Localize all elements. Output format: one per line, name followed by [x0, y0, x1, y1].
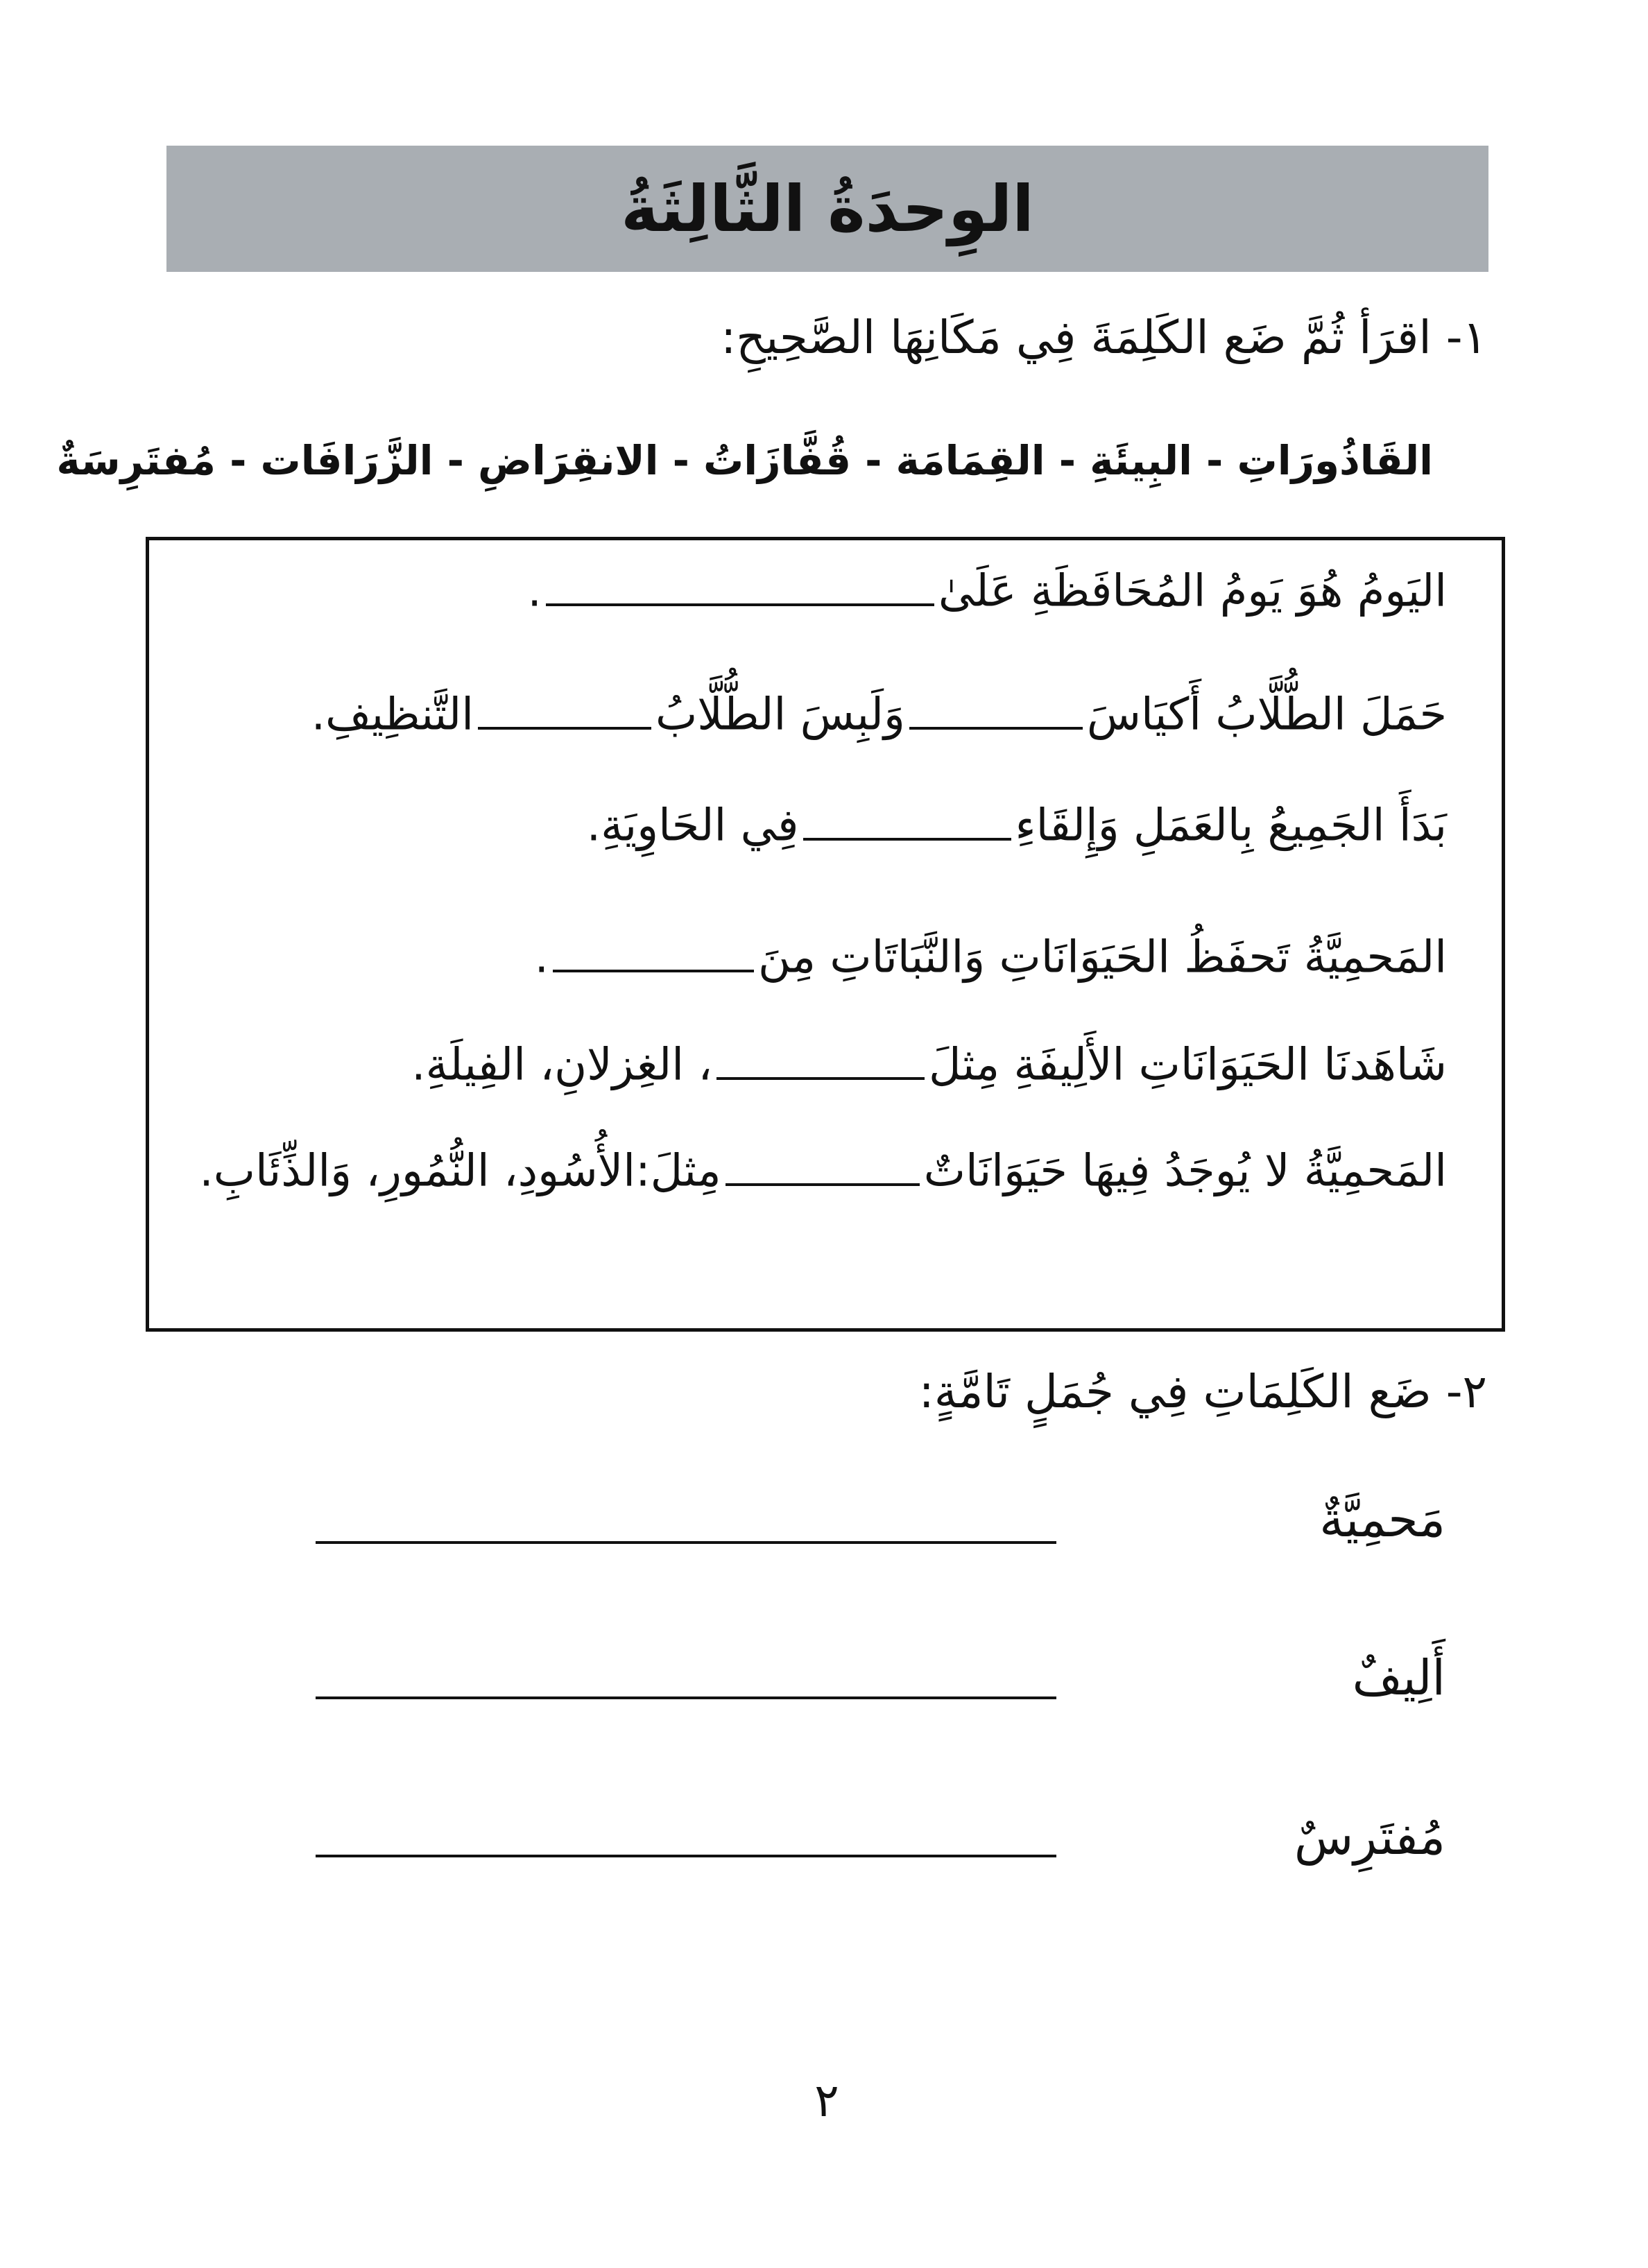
vocab-word-1: مَحمِيَّةٌ: [1319, 1491, 1445, 1548]
blank-2a: [909, 687, 1083, 730]
sentence-3: [587, 798, 1447, 852]
blank-3: [803, 798, 1011, 841]
exercise-2-heading: ٢- ضَع الكَلِمَاتِ فِي جُمَلٍ تَامَّةٍ:: [918, 1365, 1487, 1418]
vocab-word-3: مُفتَرِسٌ: [1294, 1809, 1445, 1866]
sentence-2-text-c: التَّنظِيفِ.: [311, 689, 474, 741]
blank-2b: [478, 687, 651, 730]
sentence-4: [535, 929, 1447, 983]
sentence-3-text: بَدَأَ الجَمِيعُ بِالعَمَلِ وَإِلقَاءِ: [1015, 800, 1447, 852]
sentence-1-end: .: [527, 565, 542, 617]
answer-line-3[interactable]: [316, 1855, 1056, 1857]
unit-title: الوِحدَةُ الثَّالِثَةُ: [621, 171, 1034, 246]
blank-1: [546, 563, 934, 606]
sentence-4-text: المَحمِيَّةُ تَحفَظُ الحَيَوَانَاتِ وَالنَّبَاتَاتِ مِنَ: [757, 931, 1447, 983]
answer-line-1[interactable]: [316, 1541, 1056, 1544]
sentence-4-end: .: [534, 931, 549, 983]
sentence-6-end: مِثلَ:الأُسُودِ، النُّمُورِ، وَالذِّئَابِ.: [199, 1145, 721, 1197]
sentence-2-text-a: حَمَلَ الطُّلَّابُ أَكيَاسَ: [1086, 689, 1447, 741]
sentence-1-text: اليَومُ هُوَ يَومُ المُحَافَظَةِ عَلَىٰ: [938, 565, 1447, 617]
sentence-1: [527, 563, 1447, 617]
vocab-word-2: أَلِيفٌ: [1352, 1649, 1445, 1706]
answer-line-2[interactable]: [316, 1696, 1056, 1699]
sentence-2: [311, 687, 1447, 741]
page-number: ٢: [814, 2074, 839, 2127]
sentence-5: [411, 1037, 1447, 1091]
unit-title-band: [166, 146, 1488, 272]
sentence-5-end: ، الغِزلانِ، الفِيلَةِ.: [411, 1039, 713, 1091]
exercise-1-heading: ١- اقرَأ ثُمَّ ضَع الكَلِمَةَ فِي مَكَانِهَا الصَّحِيحِ:: [721, 311, 1487, 364]
sentence-2-text-b: وَلَبِسَ الطُّلَّابُ: [655, 689, 905, 741]
blank-5: [716, 1037, 925, 1080]
blank-6: [726, 1143, 920, 1186]
sentence-3-end: فِي الحَاوِيَةِ.: [586, 800, 799, 852]
word-bank: القَاذُورَاتِ - البِيئَةِ - القِمَامَة - قُفَّازَاتُ - الانقِرَاضِ - الزَّرَافَات - مُفتَرِسَةٌ: [56, 437, 1433, 484]
sentence-6-text: المَحمِيَّةُ لا يُوجَدُ فِيهَا حَيَوَانَاتٌ: [923, 1145, 1447, 1197]
sentence-6: [199, 1143, 1447, 1197]
blank-4: [553, 929, 754, 972]
sentence-5-text: شَاهَدنَا الحَيَوَانَاتِ الأَلِيفَةِ مِثلَ: [929, 1039, 1447, 1091]
